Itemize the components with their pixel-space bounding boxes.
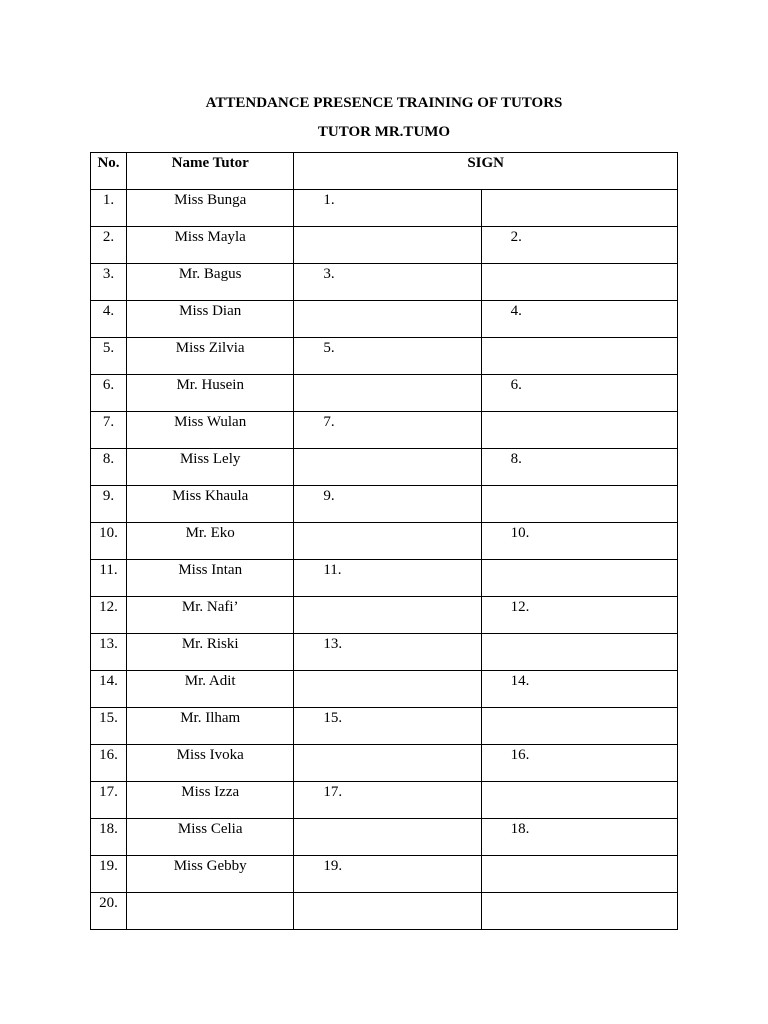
sign-cell-right xyxy=(481,782,677,819)
tutor-name: Mr. Ilham xyxy=(127,708,294,745)
tutor-name: Mr. Nafi’ xyxy=(127,597,294,634)
sign-cell-right xyxy=(481,893,677,930)
row-number: 7. xyxy=(91,412,127,449)
sign-cell-left: 15. xyxy=(294,708,481,745)
sign-cell-right: 6. xyxy=(481,375,677,412)
tutor-name: Miss Lely xyxy=(127,449,294,486)
sign-cell-left: 17. xyxy=(294,782,481,819)
table-row xyxy=(91,560,678,597)
table-row xyxy=(91,634,678,671)
sign-cell-right xyxy=(481,560,677,597)
table-row xyxy=(91,708,678,745)
sign-cell-right xyxy=(481,486,677,523)
table-row xyxy=(91,412,678,449)
sign-cell-left xyxy=(294,671,481,708)
document-subtitle: TUTOR MR.TUMO xyxy=(317,124,451,140)
row-number: 20. xyxy=(91,893,127,930)
sign-cell-right xyxy=(481,338,677,375)
tutor-name: Miss Dian xyxy=(127,301,294,338)
row-number: 14. xyxy=(91,671,127,708)
tutor-name: Mr. Eko xyxy=(127,523,294,560)
tutor-name: Mr. Husein xyxy=(127,375,294,412)
row-number: 19. xyxy=(91,856,127,893)
sign-cell-right: 16. xyxy=(481,745,677,782)
sign-cell-right xyxy=(481,856,677,893)
sign-cell-left: 9. xyxy=(294,486,481,523)
table-row xyxy=(91,190,678,227)
sign-cell-right xyxy=(481,264,677,301)
sign-cell-left: 11. xyxy=(294,560,481,597)
sign-cell-left xyxy=(294,227,481,264)
tutor-name: Miss Bunga xyxy=(127,190,294,227)
sign-cell-right: 4. xyxy=(481,301,677,338)
tutor-name: Mr. Bagus xyxy=(127,264,294,301)
row-number: 12. xyxy=(91,597,127,634)
table-row xyxy=(91,301,678,338)
tutor-name: Mr. Riski xyxy=(127,634,294,671)
table-header-row xyxy=(91,153,678,190)
sign-cell-right xyxy=(481,412,677,449)
row-number: 15. xyxy=(91,708,127,745)
row-number: 2. xyxy=(91,227,127,264)
row-number: 18. xyxy=(91,819,127,856)
tutor-name: Miss Celia xyxy=(127,819,294,856)
sign-cell-right xyxy=(481,708,677,745)
sign-cell-left xyxy=(294,375,481,412)
sign-cell-left xyxy=(294,523,481,560)
sign-cell-left: 3. xyxy=(294,264,481,301)
table-row xyxy=(91,819,678,856)
tutor-name xyxy=(127,893,294,930)
sign-cell-left: 19. xyxy=(294,856,481,893)
row-number: 1. xyxy=(91,190,127,227)
row-number: 13. xyxy=(91,634,127,671)
table-row xyxy=(91,486,678,523)
tutor-name: Miss Intan xyxy=(127,560,294,597)
header-no: No. xyxy=(91,153,127,190)
tutor-name: Miss Zilvia xyxy=(127,338,294,375)
sign-cell-left xyxy=(294,301,481,338)
row-number: 4. xyxy=(91,301,127,338)
sign-cell-right: 2. xyxy=(481,227,677,264)
row-number: 9. xyxy=(91,486,127,523)
row-number: 10. xyxy=(91,523,127,560)
table-row xyxy=(91,782,678,819)
header-sign: SIGN xyxy=(294,153,678,190)
table-body xyxy=(91,190,678,930)
sign-cell-left: 7. xyxy=(294,412,481,449)
table-row xyxy=(91,227,678,264)
table-row xyxy=(91,745,678,782)
table-row xyxy=(91,375,678,412)
row-number: 6. xyxy=(91,375,127,412)
sign-cell-right: 12. xyxy=(481,597,677,634)
sign-cell-right: 8. xyxy=(481,449,677,486)
table-row xyxy=(91,449,678,486)
sign-cell-right: 14. xyxy=(481,671,677,708)
row-number: 16. xyxy=(91,745,127,782)
table-row xyxy=(91,597,678,634)
sign-cell-left: 5. xyxy=(294,338,481,375)
tutor-name: Miss Izza xyxy=(127,782,294,819)
header-name-tutor: Name Tutor xyxy=(127,153,294,190)
table-row xyxy=(91,338,678,375)
row-number: 3. xyxy=(91,264,127,301)
sign-cell-left xyxy=(294,449,481,486)
table-row xyxy=(91,856,678,893)
sign-cell-right xyxy=(481,190,677,227)
row-number: 5. xyxy=(91,338,127,375)
document-title: ATTENDANCE PRESENCE TRAINING OF TUTORS xyxy=(205,95,563,111)
attendance-table xyxy=(90,152,678,930)
tutor-name: Miss Khaula xyxy=(127,486,294,523)
table-row xyxy=(91,671,678,708)
sign-cell-right: 10. xyxy=(481,523,677,560)
tutor-name: Miss Ivoka xyxy=(127,745,294,782)
table-row xyxy=(91,523,678,560)
sign-cell-left: 13. xyxy=(294,634,481,671)
sign-cell-left xyxy=(294,819,481,856)
sign-cell-right xyxy=(481,634,677,671)
sign-cell-left xyxy=(294,597,481,634)
sign-cell-right: 18. xyxy=(481,819,677,856)
table-row xyxy=(91,893,678,930)
table-row xyxy=(91,264,678,301)
tutor-name: Mr. Adit xyxy=(127,671,294,708)
tutor-name: Miss Gebby xyxy=(127,856,294,893)
sign-cell-left: 1. xyxy=(294,190,481,227)
sign-cell-left xyxy=(294,893,481,930)
tutor-name: Miss Mayla xyxy=(127,227,294,264)
row-number: 8. xyxy=(91,449,127,486)
tutor-name: Miss Wulan xyxy=(127,412,294,449)
row-number: 11. xyxy=(91,560,127,597)
row-number: 17. xyxy=(91,782,127,819)
sign-cell-left xyxy=(294,745,481,782)
